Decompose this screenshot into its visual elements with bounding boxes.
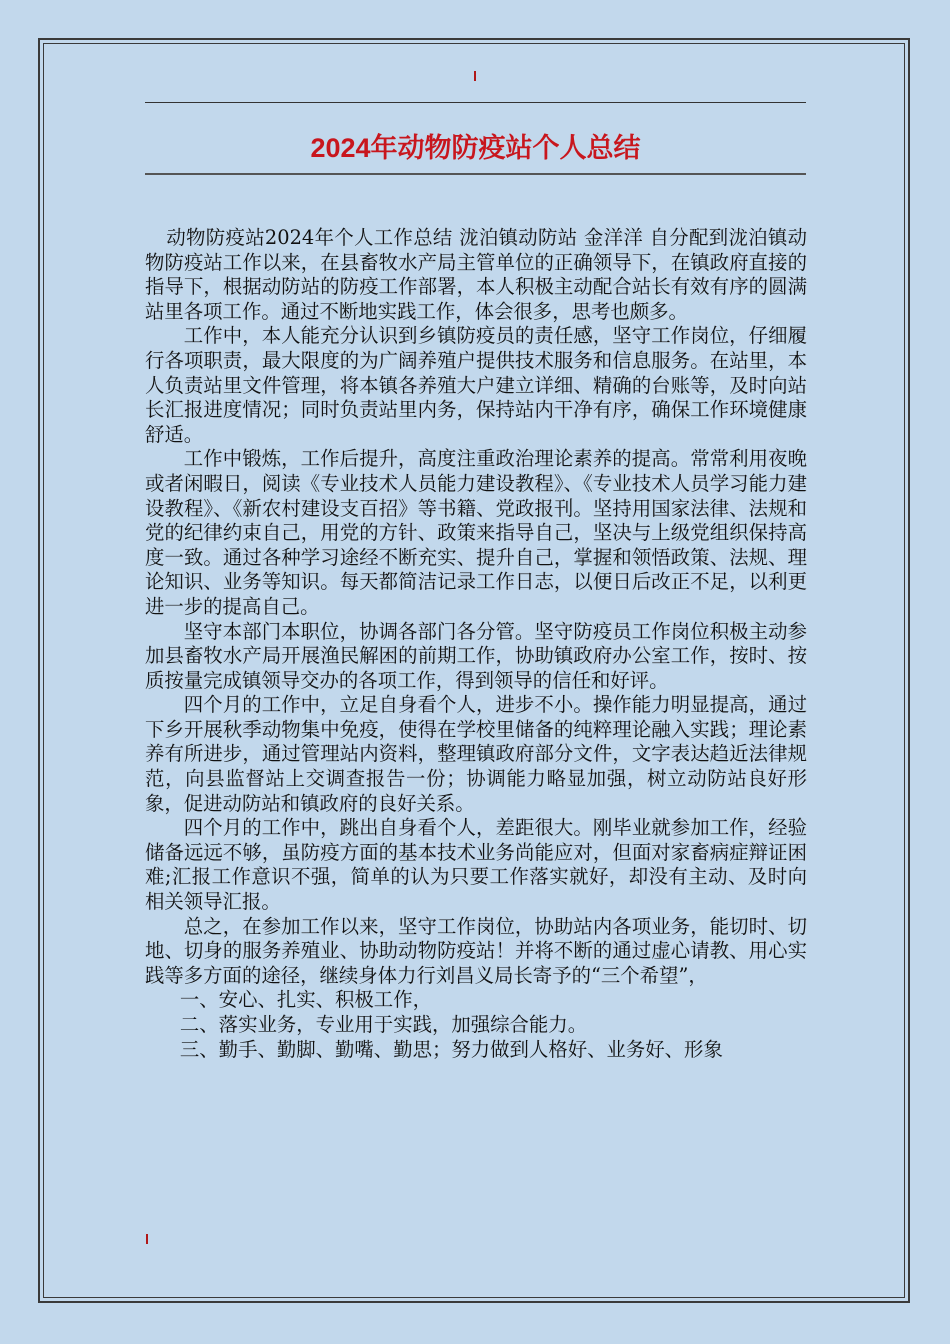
header-marker bbox=[474, 71, 476, 81]
paragraph-4: 坚守本部门本职位，协调各部门各分管。坚守防疫员工作岗位积极主动参加县畜牧水产局开展渔民解困的前期工作，协助镇政府办公室工作，按时、按质按量完成镇领导交办的各项工作，得到领导的信任和好评。 bbox=[145, 619, 807, 692]
footer-marker bbox=[146, 1234, 148, 1244]
paragraph-5: 四个月的工作中，立足自身看个人，进步不小。操作能力明显提高，通过下乡开展秋季动物集中免疫，使得在学校里储备的纯粹理论融入实践；理论素养有所进步，通过管理站内资料，整理镇政府部分文件，文字表达趋近法律规范，向县监督站上交调查报告一份；协调能力略显加强，树立动防站良好形象，促进动防站和镇政府的良好关系。 bbox=[145, 693, 807, 815]
paragraph-3: 工作中锻炼，工作后提升，高度注重政治理论素养的提高。常常利用夜晚或者闲暇日，阅读《专业技术人员能力建设教程》、《专业技术人员学习能力建设教程》、《新农村建设支百招》等书籍、党政报刊。坚持用国家法律、法规和党的纪律约束自己，用党的方针、政策来指导自己，坚决与上级党组织保持高度一致。通过各种学习途经不断充实、提升自己，掌握和领悟政策、法规、理论知识、业务等知识。每天都简洁记录工作日志，以便日后改正不足，以利更进一步的提高自己。 bbox=[145, 447, 807, 618]
paragraph-7: 总之，在参加工作以来，坚守工作岗位，协助站内各项业务，能切时、切地、切身的服务养殖业、协助动物防疫站！并将不断的通过虚心请教、用心实践等多方面的途径，继续身体力行刘昌义局长寄予的“三个希望”， bbox=[145, 914, 807, 987]
document-body bbox=[145, 226, 807, 1062]
title-rule bbox=[145, 173, 806, 175]
paragraph-1: 动物防疫站2024年个人工作总结 泷泊镇动防站 金洋洋 自分配到泷泊镇动物防疫站工作以来，在县畜牧水产局主管单位的正确领导下，在镇政府直接的指导下，根据动防站的防疫工作部署，本人积极主动配合站长有效有序的圆满站里各项工作。通过不断地实践工作，体会很多，思考也颇多。 bbox=[145, 226, 807, 323]
list-item-3: 三、勤手、勤脚、勤嘴、勤思；努力做到人格好、业务好、形象 bbox=[179, 1037, 723, 1061]
list-item-2: 二、落实业务，专业用于实践，加强综合能力。 bbox=[179, 1013, 588, 1036]
list-item-1: 一、安心、扎实、积极工作， bbox=[179, 988, 432, 1012]
document-title: 2024年动物防疫站个人总结 bbox=[310, 133, 641, 163]
paragraph-2: 工作中，本人能充分认识到乡镇防疫员的责任感，坚守工作岗位，仔细履行各项职责，最大限度的为广阔养殖户提供技术服务和信息服务。在站里，本人负责站里文件管理，将本镇各养殖大户建立详细、精确的台账等，及时向站长汇报进度情况；同时负责站里内务，保持站内干净有序，确保工作环境健康舒适。 bbox=[145, 324, 807, 446]
paragraph-6: 四个月的工作中，跳出自身看个人，差距很大。刚毕业就参加工作，经验储备远远不够，虽防疫方面的基本技术业务尚能应对，但面对家畜病症辩证困难;汇报工作意识不强，简单的认为只要工作落实就好，却没有主动、及时向相关领导汇报。 bbox=[145, 816, 807, 914]
header-rule bbox=[145, 102, 806, 103]
